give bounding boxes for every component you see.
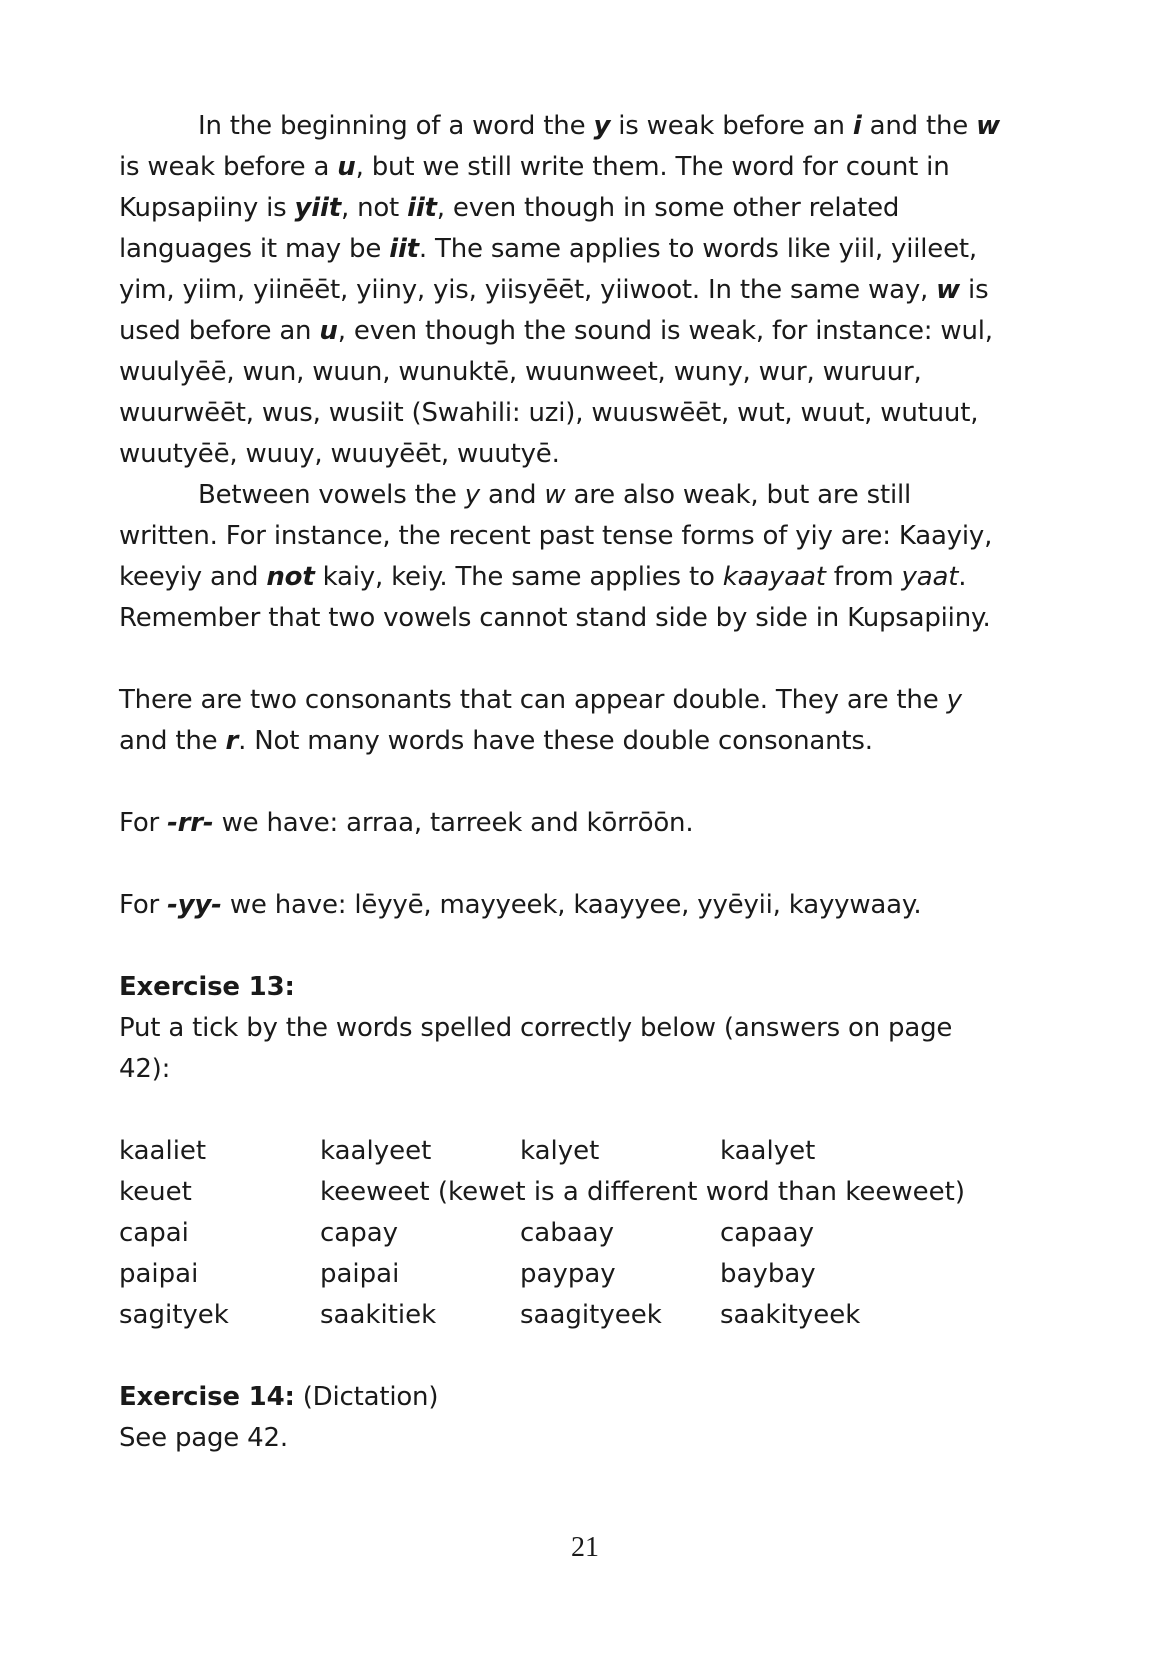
paragraph-double-consonants <box>119 680 1054 762</box>
word-cell: kalyet <box>520 1136 600 1166</box>
word-cell: saakitiek <box>320 1300 437 1330</box>
word-cell: cabaay <box>520 1218 614 1248</box>
word-cell: capai <box>119 1218 189 1248</box>
exercise-13 <box>119 967 1054 1336</box>
word-table <box>119 1131 965 1336</box>
exercise-13-instruction: Put a tick by the words spelled correctly below (answers on page <box>119 1013 953 1043</box>
exercise-13-heading: Exercise 13: <box>119 972 295 1002</box>
word-cell: saagityeek <box>520 1300 662 1330</box>
table-row <box>119 1131 965 1172</box>
word-cell: keeweet (kewet is a different word than keeweet) <box>320 1177 965 1207</box>
text-line: In the beginning of a word the y is weak before an i and the w <box>198 111 1000 141</box>
paragraph-between-vowels <box>119 475 1054 639</box>
rr-examples: For -rr- we have: arraa, tarreek and kōrrōōn. <box>119 808 694 838</box>
text-line: There are two consonants that can appear double. They are the y <box>119 685 962 715</box>
table-row <box>119 1213 965 1254</box>
word-cell: kaaliet <box>119 1136 207 1166</box>
table-row <box>119 1295 965 1336</box>
text-line: wuurwēēt, wus, wusiit (Swahili: uzi), wuuswēēt, wut, wuut, wutuut, <box>119 398 979 428</box>
text-line: used before an u, even though the sound is weak, for instance: wul, <box>119 316 993 346</box>
exercise-14-text: See page 42. <box>119 1423 288 1453</box>
text-line: wuutyēē, wuuy, wuuyēēt, wuutyē. <box>119 439 560 469</box>
table-row <box>119 1254 965 1295</box>
text-line: Between vowels the y and w are also weak, but are still <box>198 480 912 510</box>
word-cell: kaalyeet <box>320 1136 432 1166</box>
word-cell: keuet <box>119 1177 192 1207</box>
exercise-13-instruction: 42): <box>119 1054 171 1084</box>
page-body <box>119 106 1054 1459</box>
table-row <box>119 1172 965 1213</box>
exercise-14 <box>119 1377 1054 1459</box>
text-line: and the r. Not many words have these double consonants. <box>119 726 873 756</box>
text-line: yim, yiim, yiinēēt, yiiny, yis, yiisyēēt, yiiwoot. In the same way, w is <box>119 275 989 305</box>
text-line: wuulyēē, wun, wuun, wunuktē, wuunweet, wuny, wur, wuruur, <box>119 357 922 387</box>
word-cell: baybay <box>720 1259 816 1289</box>
word-cell: saakityeek <box>720 1300 861 1330</box>
text-line: written. For instance, the recent past tense forms of yiy are: Kaayiy, <box>119 521 993 551</box>
text-line: Remember that two vowels cannot stand side by side in Kupsapiiny. <box>119 603 991 633</box>
yy-examples: For -yy- we have: lēyyē, mayyeek, kaayyee, yyēyii, kayywaay. <box>119 890 922 920</box>
word-cell: capay <box>320 1218 399 1248</box>
word-cell: paipai <box>119 1259 199 1289</box>
text-line: is weak before a u, but we still write them. The word for count in <box>119 152 950 182</box>
text-line: languages it may be iit. The same applies to words like yiil, yiileet, <box>119 234 977 264</box>
word-cell: capaay <box>720 1218 814 1248</box>
paragraph-weak-y-w <box>119 106 1054 475</box>
text-line: Kupsapiiny is yiit, not iit, even though in some other related <box>119 193 900 223</box>
exercise-14-heading: Exercise 14: (Dictation) <box>119 1382 439 1412</box>
page-number: 21 <box>571 1532 599 1563</box>
text-line: keeyiy and not kaiy, keiy. The same applies to kaayaat from yaat. <box>119 562 967 592</box>
word-cell: sagityek <box>119 1300 229 1330</box>
word-cell: paypay <box>520 1259 616 1289</box>
word-cell: kaalyet <box>720 1136 816 1166</box>
word-cell: paipai <box>320 1259 400 1289</box>
